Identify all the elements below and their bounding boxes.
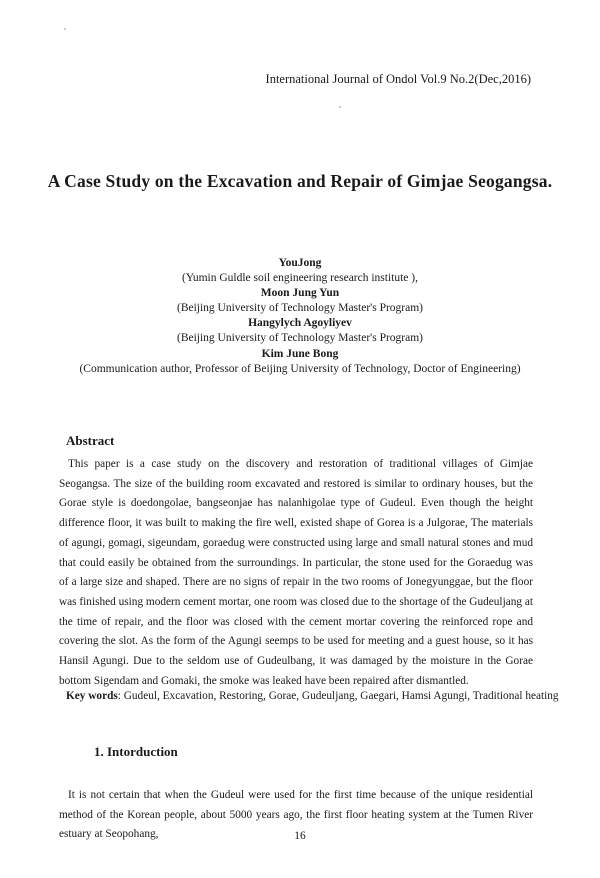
keywords-text: : Gudeul, Excavation, Restoring, Gorae, Gudeuljang, Gaegari, Hamsi Agungi, Traditional heating (117, 690, 559, 702)
author-affiliation: (Yumin Guldle soil engineering research institute ), (181, 272, 418, 285)
scan-speck (64, 28, 66, 30)
author-affiliation: (Beijing University of Technology Master's Program) (176, 302, 424, 315)
section-heading: 1. Intorduction (94, 744, 178, 759)
author-affiliation: (Communication author, Professor of Beijing University of Technology, Doctor of Engineering) (79, 362, 521, 375)
author-name: Moon Jung Yun (260, 287, 340, 300)
abstract-heading: Abstract (66, 433, 115, 448)
paper-title: A Case Study on the Excavation and Repair of Gimjae Seogangsa. (47, 171, 553, 191)
author-affiliation: (Beijing University of Technology Master's Program) (176, 332, 424, 345)
page-number: 16 (294, 830, 306, 842)
author-block (0, 256, 600, 377)
introduction-text: It is not certain that when the Gudeul were used for the first time because of the unique residential method of the Korean people, about 5000 years ago, the first floor heating system at the Tumen River estuary at Seopohang, (59, 789, 533, 841)
keywords-label: Key words (66, 690, 118, 702)
journal-header: International Journal of Ondol Vol.9 No.2(Dec,2016) (265, 72, 531, 86)
abstract-text: This paper is a case study on the discovery and restoration of traditional villages of Gimjae Seogangsa. The size of the building room excavated and restored is similar to ordinary houses, but the Gorae style is doedongolae, bangseonjae has nalanhigolae type of Gudeul. Even though the height difference floor, it was built to making the fire well, existed shape of Gorea is a Julgorae, The materials of agungi, gomagi, sigeundam, goraedug were constructed using large and small natural stones and mud that could easily be obtained from the surroundings. In particular, the stone used for the Goraedug was of a large size and shaped. There are no signs of repair in the two rooms of Jonegyunggae, but the floor was finished using modern cement mortar, one room was closed due to the shortage of the Gudeuljang at the time of repair, and the floor was closed with the cement mortar covering the reinforced rope and covering the slot. As the form of the Agungi seemps to be used for meeting and a guest house, so it has Hansil Agungi. Due to the seldom use of Gudeulbang, it was damaged by the moisture in the Gorae bottom Sigendam and Gomaki, the smoke was leaked have been repaired after dismantled. (59, 458, 533, 687)
author-name: Hangylych Agoyliyev (248, 317, 352, 330)
keywords-line (66, 690, 559, 702)
scan-speck (339, 106, 341, 108)
author-name: YouJong (278, 257, 322, 269)
author-name: Kim June Bong (261, 347, 339, 360)
